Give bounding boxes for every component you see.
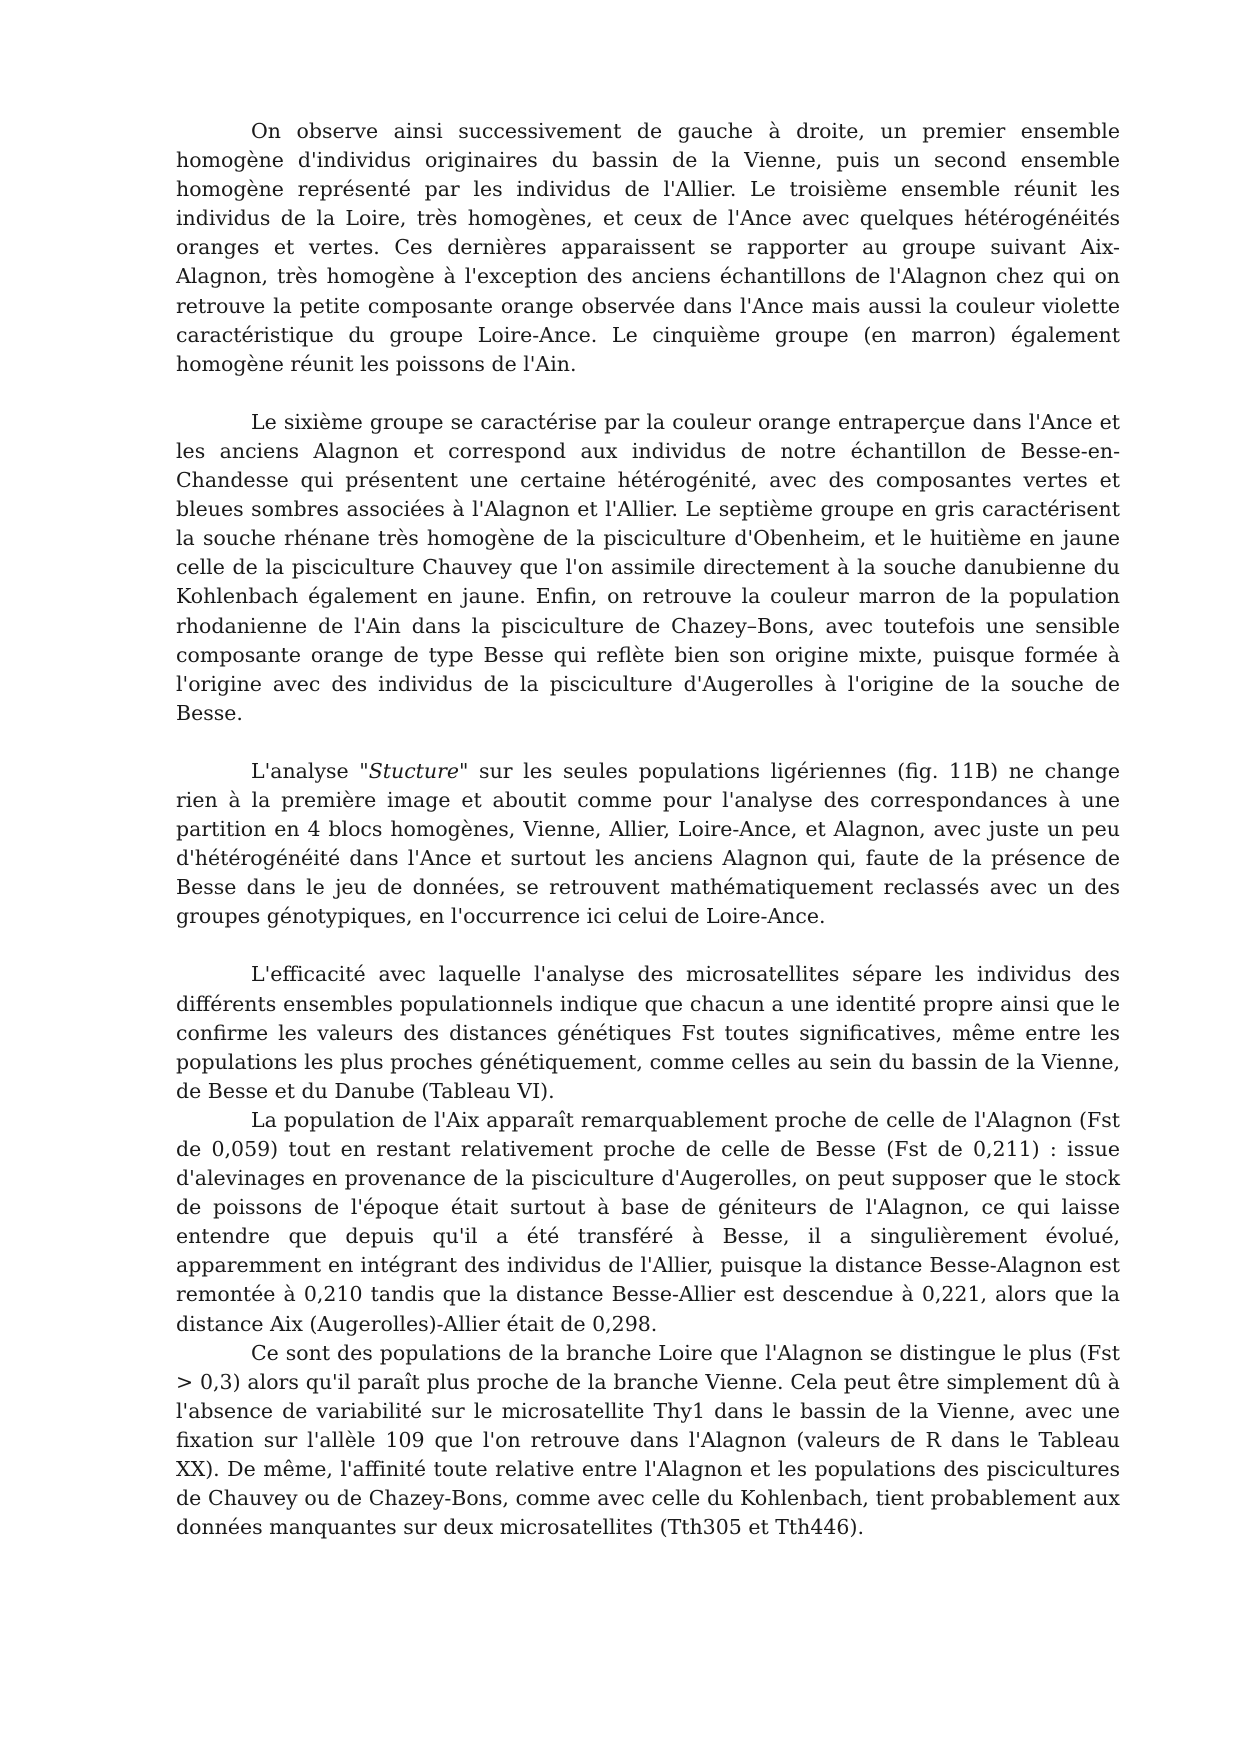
paragraph-3-rest: " sur les seules populations ligériennes (fig. 11B) ne change rien à la première image et aboutit comme pour l'analyse des correspondances à une partition en 4 blocs homogènes, Vienne, Allier, Loire-Ance, et Alagnon, avec juste un peu d'hétérogénéité dans l'Ance et surtout les anciens Alagnon qui, faute de la présence de Besse dans le jeu de données, se retrouvent mathématiquement reclassés avec un des groupes génotypiques, en l'occurrence ici celui de Loire-Ance. <box>176 758 1120 929</box>
paragraph-5: La population de l'Aix apparaît remarquablement proche de celle de l'Alagnon (Fst de 0,059) tout en restant relativement proche de celle de Besse (Fst de 0,211) : issue d'alevinages en provenance de la pisciculture d'Augerolles, on peut supposer que le stock de poissons de l'époque était surtout à base de géniteurs de l'Alagnon, ce qui laisse entendre que depuis qu'il a été transféré à Besse, il a singulièrement évolué, apparemment en intégrant des individus de l'Allier, puisque la distance Besse-Alagnon est remontée à 0,210 tandis que la distance Besse-Allier est descendue à 0,221, alors que la distance Aix (Augerolles)-Allier était de 0,298. <box>176 1107 1120 1336</box>
paragraph-3-lead: L'analyse " <box>251 758 369 783</box>
paragraph-4: L'efficacité avec laquelle l'analyse des microsatellites sépare les individus des différents ensembles populationnels indique que chacun a une identité propre ainsi que le confirme les valeurs des distances génétiques Fst toutes significatives, même entre les populations les plus proches génétiquement, comme celles au sein du bassin de la Vienne, de Besse et du Danube (Tableau VI). <box>176 962 1120 1103</box>
paragraph-2: Le sixième groupe se caractérise par la couleur orange entraperçue dans l'Ance et les anciens Alagnon et correspond aux individus de notre échantillon de Besse-en-Chandesse qui présentent une certaine hétérogénité, avec des composantes vertes et bleues sombres associées à l'Alagnon et l'Allier. Le septième groupe en gris caractérisent la souche rhénane très homogène de la pisciculture d'Obenheim, et le huitième en jaune celle de la pisciculture Chauvey que l'on assimile directement à la souche danubienne du Kohlenbach également en jaune. Enfin, on retrouve la couleur marron de la population rhodanienne de l'Ain dans la pisciculture de Chazey–Bons, avec toutefois une sensible composante orange de type Besse qui reflète bien son origine mixte, puisque formée à l'origine avec des individus de la pisciculture d'Augerolles à l'origine de la souche de Besse. <box>176 409 1120 725</box>
paragraph-1: On observe ainsi successivement de gauche à droite, un premier ensemble homogène d'individus originaires du bassin de la Vienne, puis un second ensemble homogène représenté par les individus de l'Allier. Le troisième ensemble réunit les individus de la Loire, très homogènes, et ceux de l'Ance avec quelques hétérogénéités oranges et vertes. Ces dernières apparaissent se rapporter au groupe suivant Aix-Alagnon, très homogène à l'exception des anciens échantillons de l'Alagnon chez qui on retrouve la petite composante orange observée dans l'Ance mais aussi la couleur violette caractéristique du groupe Loire-Ance. Le cinquième groupe (en marron) également homogène réunit les poissons de l'Ain. <box>176 119 1120 376</box>
document-page <box>176 117 1120 1542</box>
paragraph-6: Ce sont des populations de la branche Loire que l'Alagnon se distingue le plus (Fst > 0,3) alors qu'il paraît plus proche de la branche Vienne. Cela peut être simplement dû à l'absence de variabilité sur le microsatellite Thy1 dans le bassin de la Vienne, avec une fixation sur l'allèle 109 que l'on retrouve dans l'Alagnon (valeurs de R dans le Tableau XX). De même, l'affinité toute relative entre l'Alagnon et les populations des piscicultures de Chauvey ou de Chazey-Bons, comme avec celle du Kohlenbach, tient probablement aux données manquantes sur deux microsatellites (Tth305 et Tth446). <box>176 1340 1120 1540</box>
software-name-italic: Stucture <box>368 758 460 783</box>
paragraph-3 <box>176 757 1120 932</box>
